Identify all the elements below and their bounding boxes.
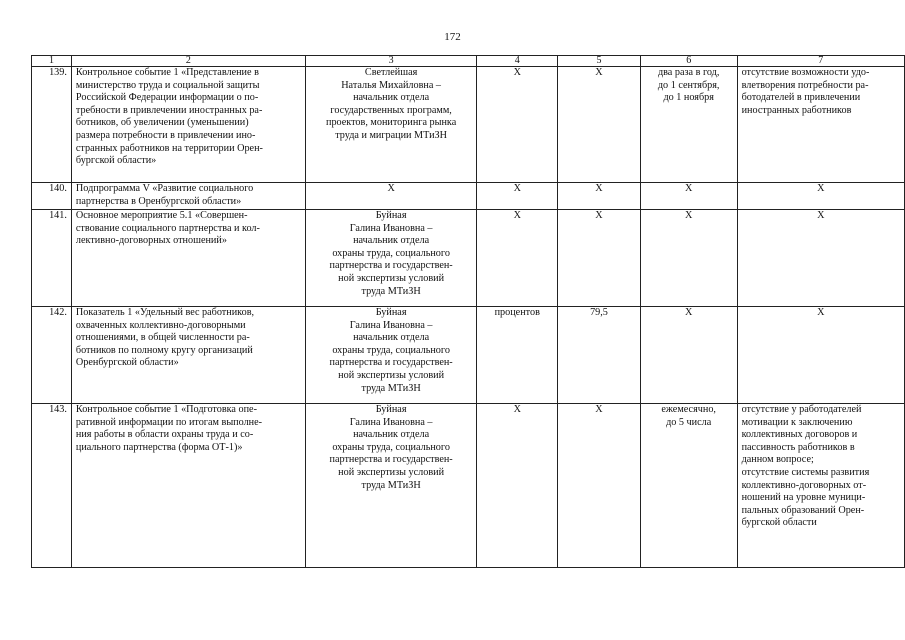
row-risk: отсутствие у работодателей мотивации к заключению коллективных договоров и пассивность работников в данном вопросе; отсутствие системы развития коллективно-договорных от- ношений на уровне муници- пальных образований Орен- бургской области bbox=[737, 404, 904, 568]
row-unit: X bbox=[477, 404, 558, 568]
table-row bbox=[32, 67, 905, 183]
header-cell: 3 bbox=[305, 56, 476, 67]
header-cell: 4 bbox=[477, 56, 558, 67]
row-deadline: ежемесячно, до 5 числа bbox=[640, 404, 737, 568]
row-description: Показатель 1 «Удельный вес работников, охваченных коллективно-договорными отношениями, в общей численности ра- ботников по полному кругу организаций Оренбургской области» bbox=[71, 307, 305, 404]
row-unit: процентов bbox=[477, 307, 558, 404]
table-header-row bbox=[32, 56, 905, 67]
row-number: 143. bbox=[32, 404, 72, 568]
row-description: Контрольное событие 1 «Представление в министерство труда и социальной защиты Российской Федерации информации о по- требности в привлечении иностранных ра- ботников, об увеличении (уменьшении) размера потребности в привлечении ино- странных работников на территории Орен- бургской области» bbox=[71, 67, 305, 183]
row-value: 79,5 bbox=[558, 307, 641, 404]
row-description: Основное мероприятие 5.1 «Совершен- ствование социального партнерства и кол- лективно-договорных отношений» bbox=[71, 210, 305, 307]
header-cell: 2 bbox=[71, 56, 305, 67]
row-responsible: X bbox=[305, 183, 476, 210]
row-deadline: X bbox=[640, 307, 737, 404]
row-number: 139. bbox=[32, 67, 72, 183]
header-cell: 1 bbox=[32, 56, 72, 67]
program-table bbox=[31, 55, 905, 568]
row-risk: X bbox=[737, 210, 904, 307]
table-row bbox=[32, 404, 905, 568]
row-value: X bbox=[558, 404, 641, 568]
row-value: X bbox=[558, 183, 641, 210]
row-unit: X bbox=[477, 183, 558, 210]
row-description: Подпрограмма V «Развитие социального партнерства в Оренбургской области» bbox=[71, 183, 305, 210]
header-cell: 7 bbox=[737, 56, 904, 67]
header-cell: 6 bbox=[640, 56, 737, 67]
row-deadline: два раза в год, до 1 сентября, до 1 ноября bbox=[640, 67, 737, 183]
row-deadline: X bbox=[640, 183, 737, 210]
table-row bbox=[32, 307, 905, 404]
row-value: X bbox=[558, 67, 641, 183]
row-number: 141. bbox=[32, 210, 72, 307]
row-unit: X bbox=[477, 67, 558, 183]
row-responsible: Буйная Галина Ивановна – начальник отдела охраны труда, социального партнерства и государствен- ной экспертизы условий труда МТиЗН bbox=[305, 210, 476, 307]
row-responsible: Буйная Галина Ивановна – начальник отдела охраны труда, социального партнерства и государствен- ной экспертизы условий труда МТиЗН bbox=[305, 404, 476, 568]
table-row bbox=[32, 183, 905, 210]
row-risk: X bbox=[737, 307, 904, 404]
header-cell: 5 bbox=[558, 56, 641, 67]
row-description: Контрольное событие 1 «Подготовка опе- ративной информации по итогам выполне- ния работы в области охраны труда и со- циального партнерства (форма ОТ-1)» bbox=[71, 404, 305, 568]
row-number: 142. bbox=[32, 307, 72, 404]
page-number: 172 bbox=[444, 31, 461, 43]
table-row bbox=[32, 210, 905, 307]
row-unit: X bbox=[477, 210, 558, 307]
row-risk: X bbox=[737, 183, 904, 210]
row-responsible: Светлейшая Наталья Михайловна – начальник отдела государственных программ, проектов, мониторинга рынка труда и миграции МТиЗН bbox=[305, 67, 476, 183]
row-number: 140. bbox=[32, 183, 72, 210]
row-deadline: X bbox=[640, 210, 737, 307]
row-value: X bbox=[558, 210, 641, 307]
row-risk: отсутствие возможности удо- влетворения потребности ра- ботодателей в привлечении иностранных работников bbox=[737, 67, 904, 183]
row-responsible: Буйная Галина Ивановна – начальник отдела охраны труда, социального партнерства и государствен- ной экспертизы условий труда МТиЗН bbox=[305, 307, 476, 404]
